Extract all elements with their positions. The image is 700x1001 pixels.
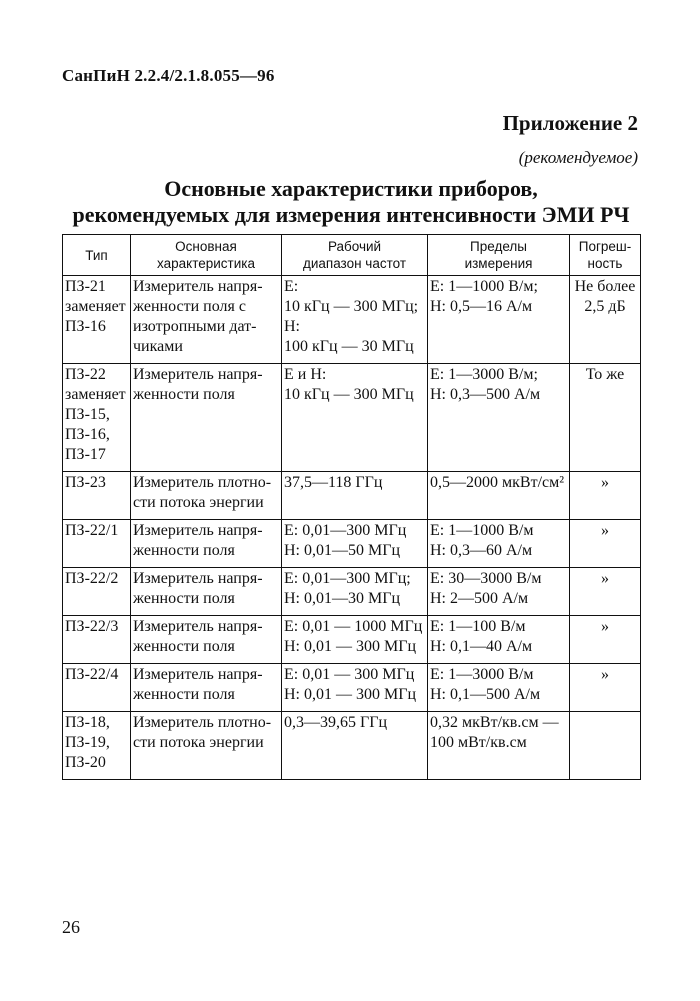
cell-frequency-line: 10 кГц — 300 МГц [284,386,414,403]
cell-characteristic-line: женности поля [133,686,235,703]
cell-characteristic-line: Измеритель плотно- [133,714,272,731]
cell-characteristic [131,616,282,664]
cell-limits-line: Н: 0,1—500 А/м [430,686,541,703]
cell-limits-line: 0,32 мкВт/кв.см — [430,714,559,731]
cell-frequency-line: Н: 0,01—30 МГц [284,590,401,607]
cell-type-line: заменяет [65,298,126,315]
cell-characteristic-line: женности поля [133,542,235,559]
cell-error [570,276,641,364]
cell-characteristic-line: Измеритель напря- [133,570,263,587]
cell-characteristic-line: женности поля [133,590,235,607]
cell-limits-line: Н: 2—500 А/м [430,590,529,607]
cell-error-line: » [601,522,609,539]
page-number: 26 [62,917,80,937]
cell-frequency-line: 0,3—39,65 ГГц [284,714,388,731]
cell-limits-line: Е: 1—1000 В/м; [430,278,538,295]
cell-limits-line: Е: 1—1000 В/м [430,522,534,539]
cell-limits-line: Н: 0,3—60 А/м [430,542,533,559]
cell-type [63,712,131,780]
cell-type [63,568,131,616]
cell-characteristic-line: Измеритель напря- [133,278,263,295]
document-code: СанПиН 2.2.4/2.1.8.055—96 [62,66,275,85]
table-row [63,616,641,664]
cell-characteristic [131,568,282,616]
cell-type-line: ПЗ-22/3 [65,618,119,635]
cell-characteristic [131,276,282,364]
cell-characteristic-line: Измеритель плотно- [133,474,272,491]
cell-characteristic-line: женности поля [133,386,235,403]
cell-type-line: ПЗ-23 [65,474,106,491]
cell-error [570,568,641,616]
cell-frequency [282,364,428,472]
cell-type-line: ПЗ-15, [65,406,110,423]
cell-type-line: заменяет [65,386,126,403]
cell-characteristic [131,712,282,780]
cell-type-line: ПЗ-20 [65,754,106,771]
cell-frequency-line: Е: 0,01—300 МГц [284,522,407,539]
cell-limits [428,364,570,472]
cell-type-line: ПЗ-22/4 [65,666,119,683]
cell-limits [428,472,570,520]
cell-frequency-line: 100 кГц — 30 МГц [284,338,414,355]
cell-type-line: ПЗ-21 [65,278,106,295]
cell-type-line: ПЗ-16 [65,318,106,335]
cell-limits [428,276,570,364]
cell-limits [428,520,570,568]
cell-type-line: ПЗ-22 [65,366,106,383]
cell-error [570,472,641,520]
cell-limits-line: Е: 1—3000 В/м [430,666,534,683]
cell-error-line: » [601,570,609,587]
table-row [63,568,641,616]
cell-error-line: Не более [574,278,636,295]
table-row [63,276,641,364]
cell-error-line: То же [585,366,625,383]
header-error: Погреш- ность [570,235,641,276]
cell-frequency-line: Е: 0,01—300 МГц; [284,570,411,587]
header-type: Тип [63,235,131,276]
cell-type [63,364,131,472]
cell-error [570,364,641,472]
cell-characteristic-line: сти потока энергии [133,734,264,751]
cell-characteristic-line: женности поля с [133,298,246,315]
cell-characteristic-line: Измеритель напря- [133,366,263,383]
cell-frequency [282,276,428,364]
cell-error [570,616,641,664]
cell-frequency [282,664,428,712]
cell-limits-line: Е: 30—3000 В/м [430,570,542,587]
cell-type-line: ПЗ-16, [65,426,110,443]
table-row [63,520,641,568]
cell-characteristic-line: изотропными дат- [133,318,257,335]
cell-frequency-line: 37,5—118 ГГц [284,474,383,491]
cell-characteristic-line: Измеритель напря- [133,522,263,539]
cell-frequency-line: Е и Н: [284,366,327,383]
cell-characteristic [131,664,282,712]
header-main-characteristic: Основная характеристика [131,235,282,276]
instruments-table-wrap [62,234,640,780]
cell-limits [428,664,570,712]
cell-frequency [282,472,428,520]
table-title-line-2: рекомендуемых для измерения интенсивности ЭМИ РЧ [72,202,630,227]
cell-type-line: ПЗ-22/1 [65,522,119,539]
cell-characteristic [131,472,282,520]
cell-type [63,472,131,520]
instruments-table [62,234,641,780]
cell-characteristic-line: сти потока энергии [133,494,264,511]
table-header-row [63,235,641,276]
cell-error [570,664,641,712]
table-row [63,472,641,520]
cell-type-line: ПЗ-17 [65,446,106,463]
cell-characteristic [131,520,282,568]
cell-limits [428,568,570,616]
cell-limits [428,616,570,664]
recommended-label: (рекомендуемое) [518,148,638,167]
cell-frequency-line: Е: [284,278,299,295]
cell-characteristic [131,364,282,472]
cell-type [63,616,131,664]
table-row [63,664,641,712]
cell-error-line: » [601,474,609,491]
cell-type [63,276,131,364]
appendix-label: Приложение 2 [502,111,638,135]
cell-type-line: ПЗ-18, [65,714,110,731]
cell-type-line: ПЗ-22/2 [65,570,119,587]
cell-frequency-line: Е: 0,01 — 300 МГц [284,666,415,683]
table-title-line-1: Основные характеристики приборов, [164,176,538,201]
cell-limits-line: Е: 1—3000 В/м; [430,366,538,383]
cell-limits-line: 0,5—2000 мкВт/см² [430,474,565,491]
cell-error [570,712,641,780]
cell-characteristic-line: Измеритель напря- [133,666,263,683]
cell-characteristic-line: женности поля [133,638,235,655]
cell-limits-line: Н: 0,1—40 А/м [430,638,533,655]
cell-limits [428,712,570,780]
cell-frequency [282,712,428,780]
cell-error-line: 2,5 дБ [584,298,626,315]
cell-type [63,664,131,712]
header-frequency-range: Рабочий диапазон частот [282,235,428,276]
cell-error [570,520,641,568]
cell-frequency-line: Е: 0,01 — 1000 МГц [284,618,423,635]
cell-limits-line: Е: 1—100 В/м [430,618,526,635]
cell-type-line: ПЗ-19, [65,734,110,751]
cell-frequency-line: Н: [284,318,300,335]
header-measurement-limits: Пределы измерения [428,235,570,276]
cell-frequency-line: Н: 0,01 — 300 МГц [284,638,417,655]
table-body [63,276,641,780]
cell-type [63,520,131,568]
cell-frequency-line: Н: 0,01—50 МГц [284,542,401,559]
cell-error-line: » [601,618,609,635]
cell-frequency-line: 10 кГц — 300 МГц; [284,298,419,315]
cell-limits-line: Н: 0,3—500 А/м [430,386,541,403]
cell-frequency-line: Н: 0,01 — 300 МГц [284,686,417,703]
cell-characteristic-line: Измеритель напря- [133,618,263,635]
table-row [63,712,641,780]
cell-frequency [282,568,428,616]
cell-frequency [282,520,428,568]
cell-error-line: » [601,666,609,683]
cell-frequency [282,616,428,664]
table-title [62,176,640,228]
cell-limits-line: Н: 0,5—16 А/м [430,298,533,315]
table-row [63,364,641,472]
cell-limits-line: 100 мВт/кв.см [430,734,527,751]
cell-characteristic-line: чиками [133,338,183,355]
